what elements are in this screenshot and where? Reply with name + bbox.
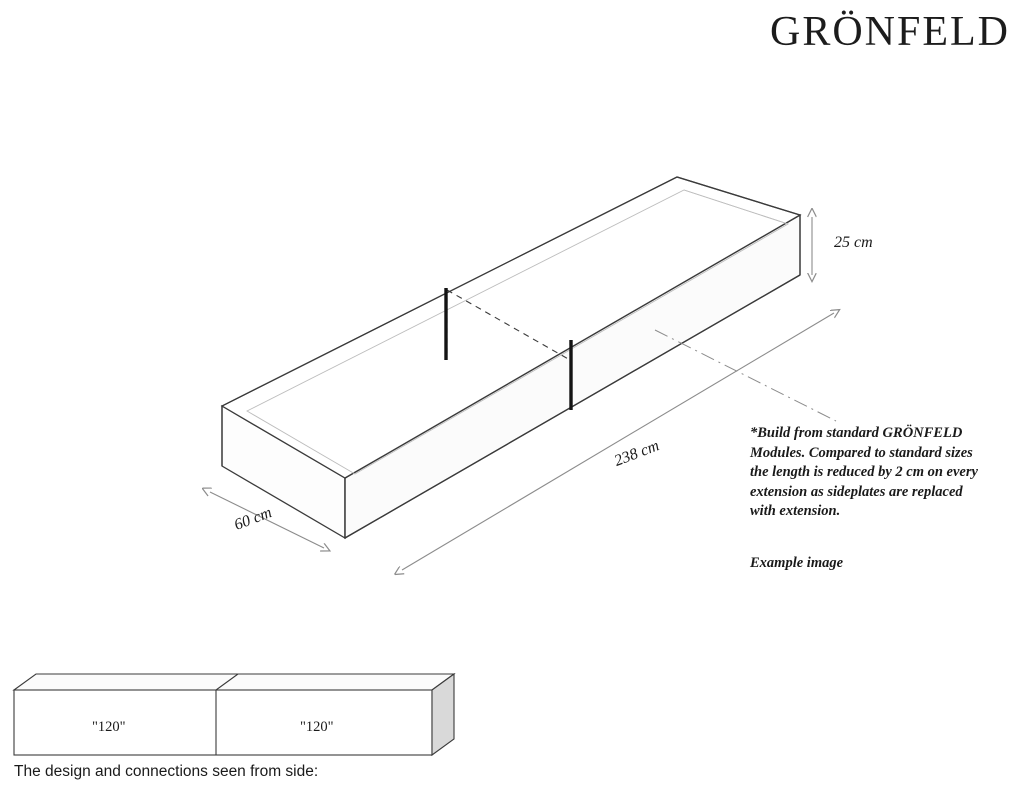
planter-body	[222, 177, 800, 538]
side-view-front-face	[14, 690, 432, 755]
note-leader-line	[655, 330, 836, 421]
brand-logo: GRÖNFELD	[769, 9, 1010, 55]
side-view-drawing	[14, 674, 454, 755]
dimension-label-length: 238 cm	[612, 437, 662, 470]
side-view-module-label-2: "120"	[300, 719, 334, 735]
side-view-module-label-1: "120"	[92, 719, 126, 735]
side-view-caption: The design and connections seen from side:	[14, 763, 319, 780]
dimension-label-depth: 60 cm	[232, 504, 275, 534]
example-image-note: Example image	[750, 555, 844, 571]
build-note: *Build from standard GRÖNFELD Modules. Compared to standard sizes the length is reduced by 2 cm on every extension as sideplates are replaced with extension.	[750, 425, 978, 519]
dimension-label-height: 25 cm	[834, 234, 873, 251]
